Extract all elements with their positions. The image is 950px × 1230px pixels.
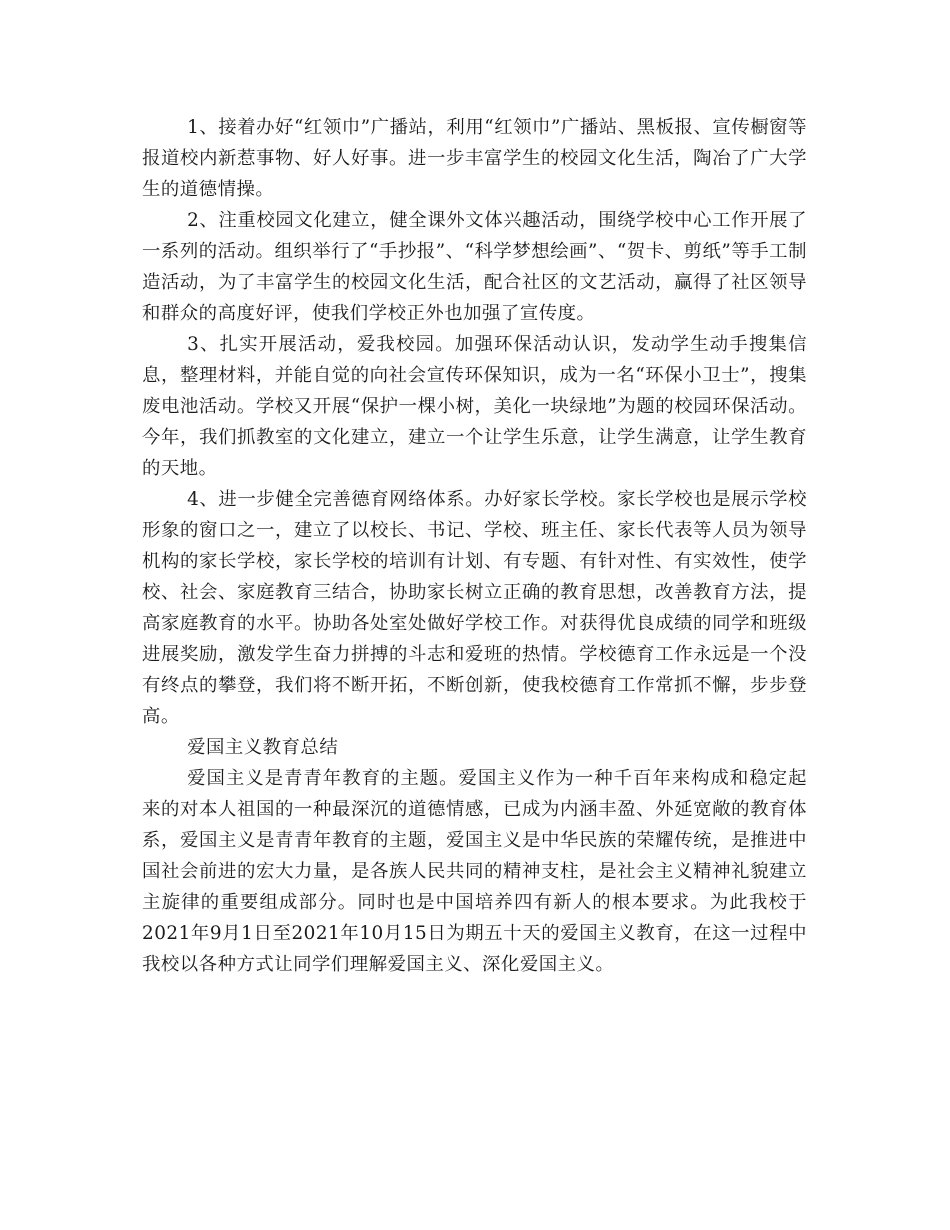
paragraph-2: 2、注重校园文化建立，健全课外文体兴趣活动，围绕学校中心工作开展了一系列的活动。组织举行了“手抄报”、“科学梦想绘画”、“贺卡、剪纸”等手工制造活动，为了丰富学生的校园文化生活，配合社区的文艺活动，赢得了社区领导和群众的高度好评，使我们学校正外也加强了宣传度。 (142, 210, 807, 324)
paragraph-5: 爱国主义是青青年教育的主题。爱国主义作为一种千百年来构成和稳定起来的对本人祖国的一种最深沉的道德情感，已成为内涵丰盈、外延宽敞的教育体系，爱国主义是青青年教育的主题，爱国主义是中华民族的荣耀传统，是推进中国社会前进的宏大力量，是各族人民共同的精神支柱，是社会主义精神礼貌建立主旋律的重要组成部分。同时也是中国培养四有新人的根本要求。为此我校于2021年9月1日至2021年10月15日为期五十天的爱国主义教育，在这一过程中我校以各种方式让同学们理解爱国主义、深化爱国主义。 (142, 768, 807, 975)
paragraph-4: 4、进一步健全完善德育网络体系。办好家长学校。家长学校也是展示学校形象的窗口之一，建立了以校长、书记、学校、班主任、家长代表等人员为领导机构的家长学校，家长学校的培训有计划、有专题、有针对性、有实效性，使学校、社会、家庭教育三结合，协助家长树立正确的教育思想，改善教育方法，提高家庭教育的水平。协助各处室处做好学校工作。对获得优良成绩的同学和班级进展奖励，激发学生奋力拼搏的斗志和爱班的热情。学校德育工作永远是一个没有终点的攀登，我们将不断开拓，不断创新，使我校德育工作常抓不懈，步步登高。 (142, 489, 807, 727)
section-title: 爱国主义教育总结 (187, 737, 339, 758)
paragraph-1: 1、接着办好“红领巾”广播站，利用“红领巾”广播站、黑板报、宣传橱窗等报道校内新惹事物、好人好事。进一步丰富学生的校园文化生活，陶冶了广大学生的道德情操。 (142, 117, 807, 200)
paragraph-3: 3、扎实开展活动，爱我校园。加强环保活动认识，发动学生动手搜集信息，整理材料，并能自觉的向社会宣传环保知识，成为一名“环保小卫士”，搜集废电池活动。学校又开展“保护一棵小树，美化一块绿地”为题的校园环保活动。今年，我们抓教室的文化建立，建立一个让学生乐意，让学生满意，让学生教育的天地。 (142, 334, 807, 479)
document-body (142, 112, 807, 980)
